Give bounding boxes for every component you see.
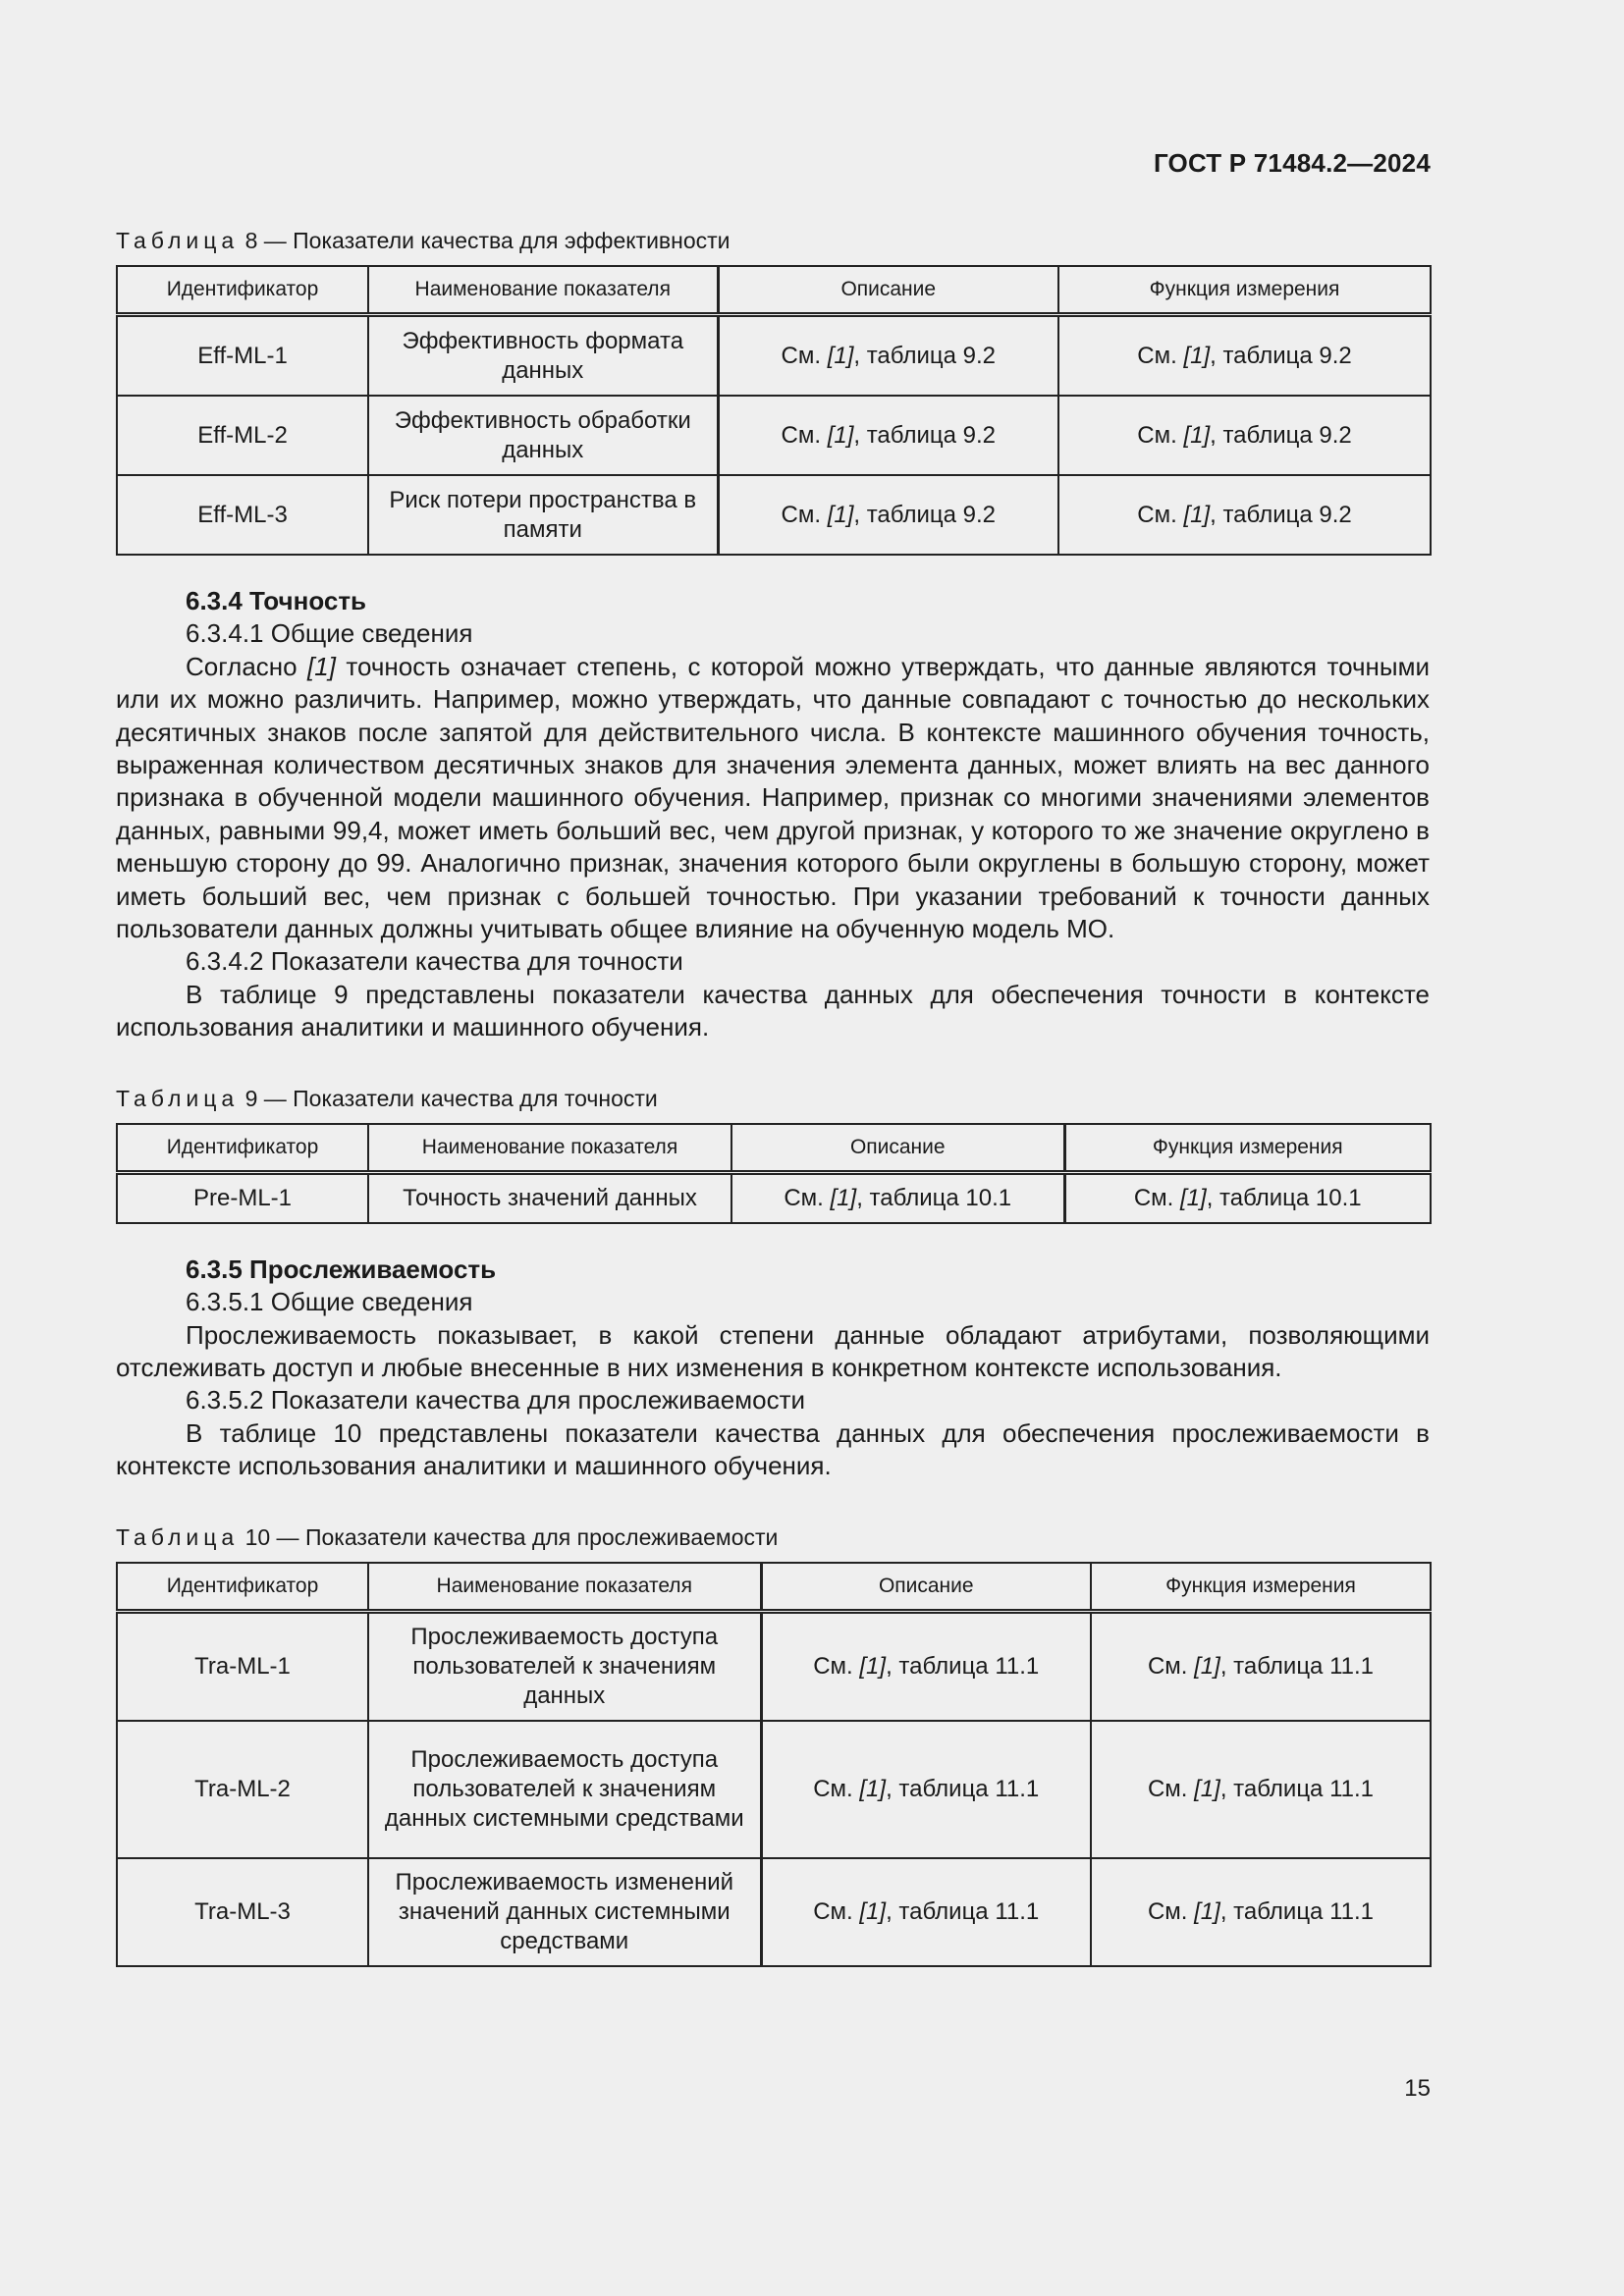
table-row [117, 1858, 1431, 1966]
cell-id: Tra-ML-1 [117, 1611, 368, 1721]
paragraph: В таблице 9 представлены показатели качества данных для обеспечения точности в контексте использования аналитики и машинного обучения. [116, 979, 1430, 1042]
col-header-id: Идентификатор [117, 1124, 368, 1173]
page-content [116, 224, 1430, 1967]
table-header-row [117, 1124, 1431, 1173]
cell-function: См. [1], таблица 9.2 [1058, 315, 1431, 397]
col-header-description: Описание [761, 1563, 1091, 1612]
col-header-description: Описание [718, 266, 1058, 315]
table-8-caption: Таблица 8 — Показатели качества для эффективности [116, 228, 731, 253]
col-header-function: Функция измерения [1064, 1124, 1431, 1173]
table-header-row [117, 266, 1431, 315]
cell-name: Эффективность формата данных [368, 315, 718, 397]
subsection-heading: 6.3.5.1 Общие сведения [186, 1287, 473, 1317]
cell-id: Eff-ML-3 [117, 475, 368, 555]
section-heading: 6.3.5 Прослеживаемость [186, 1254, 497, 1284]
cell-description: См. [1], таблица 9.2 [718, 315, 1058, 397]
cell-id: Eff-ML-2 [117, 396, 368, 475]
cell-function: См. [1], таблица 10.1 [1064, 1172, 1431, 1223]
col-header-description: Описание [731, 1124, 1064, 1173]
cell-id: Tra-ML-2 [117, 1721, 368, 1858]
col-header-id: Идентификатор [117, 266, 368, 315]
cell-description: См. [1], таблица 11.1 [761, 1858, 1091, 1966]
cell-name: Прослеживаемость изменений значений данных системными средствами [368, 1858, 761, 1966]
cell-name: Точность значений данных [368, 1172, 731, 1223]
section-heading: 6.3.4 Точность [186, 586, 367, 615]
subsection-heading: 6.3.4.1 Общие сведения [186, 618, 473, 649]
col-header-name: Наименование показателя [368, 266, 718, 315]
paragraph: Согласно [1] точность означает степень, с которой можно утверждать, что данные являются точными или их можно различить. Например, можно утверждать, что данные совпадают с точностью до нескольких десятичных знаков после запятой для действительного числа. В контексте машинного обучения точность, выраженная количеством десятичных знаков для значения элемента данных, может влиять на вес данного признака в обученной модели машинного обучения. Например, признак со многими значениями элементов данных, равными 99,4, может иметь больший вес, чем другой признак, у которого то же значение округлено в меньшую сторону до 99. Аналогично признак, значения которого были округлены в большую сторону, может иметь больший вес, чем признак с большей точностью. При указании требований к точности данных пользователи данных должны учитывать общее влияние на обученную модель МО. [116, 651, 1430, 944]
cell-name: Прослеживаемость доступа пользователей к значениям данных [368, 1611, 761, 1721]
cell-description: См. [1], таблица 11.1 [761, 1611, 1091, 1721]
cell-function: См. [1], таблица 11.1 [1091, 1611, 1431, 1721]
table-8 [116, 265, 1432, 556]
col-header-function: Функция измерения [1091, 1563, 1431, 1612]
table-header-row [117, 1563, 1431, 1612]
page-number: 15 [1404, 2075, 1431, 2102]
cell-id: Pre-ML-1 [117, 1172, 368, 1223]
section-6-3-5 [116, 1254, 1430, 1483]
cell-function: См. [1], таблица 9.2 [1058, 396, 1431, 475]
cell-function: См. [1], таблица 11.1 [1091, 1858, 1431, 1966]
cell-id: Tra-ML-3 [117, 1858, 368, 1966]
cell-description: См. [1], таблица 11.1 [761, 1721, 1091, 1858]
col-header-function: Функция измерения [1058, 266, 1431, 315]
col-header-name: Наименование показателя [368, 1124, 731, 1173]
cell-function: См. [1], таблица 11.1 [1091, 1721, 1431, 1858]
table-9-caption: Таблица 9 — Показатели качества для точности [116, 1085, 658, 1111]
cell-description: См. [1], таблица 10.1 [731, 1172, 1064, 1223]
cell-id: Eff-ML-1 [117, 315, 368, 397]
col-header-name: Наименование показателя [368, 1563, 761, 1612]
section-6-3-4 [116, 585, 1430, 1044]
cell-description: См. [1], таблица 9.2 [718, 396, 1058, 475]
table-row [117, 315, 1431, 397]
subsection-heading: 6.3.4.2 Показатели качества для точности [186, 946, 683, 977]
col-header-id: Идентификатор [117, 1563, 368, 1612]
table-10 [116, 1562, 1432, 1967]
subsection-heading: 6.3.5.2 Показатели качества для прослеживаемости [186, 1385, 805, 1415]
table-row [117, 475, 1431, 555]
table-row [117, 396, 1431, 475]
table-row [117, 1172, 1431, 1223]
cell-name: Прослеживаемость доступа пользователей к значениям данных системными средствами [368, 1721, 761, 1858]
paragraph: В таблице 10 представлены показатели качества данных для обеспечения прослеживаемости в контексте использования аналитики и машинного обучения. [116, 1417, 1430, 1481]
cell-name: Эффективность обработки данных [368, 396, 718, 475]
table-10-caption: Таблица 10 — Показатели качества для прослеживаемости [116, 1523, 779, 1550]
cell-function: См. [1], таблица 9.2 [1058, 475, 1431, 555]
table-row [117, 1611, 1431, 1721]
cell-description: См. [1], таблица 9.2 [718, 475, 1058, 555]
document-id: ГОСТ Р 71484.2—2024 [1153, 148, 1431, 178]
paragraph: Прослеживаемость показывает, в какой степени данные обладают атрибутами, позволяющими отслеживать доступ и любые внесенные в них изменения в конкретном контексте использования. [116, 1319, 1430, 1382]
table-9 [116, 1123, 1432, 1224]
cell-name: Риск потери пространства в памяти [368, 475, 718, 555]
table-row [117, 1721, 1431, 1858]
